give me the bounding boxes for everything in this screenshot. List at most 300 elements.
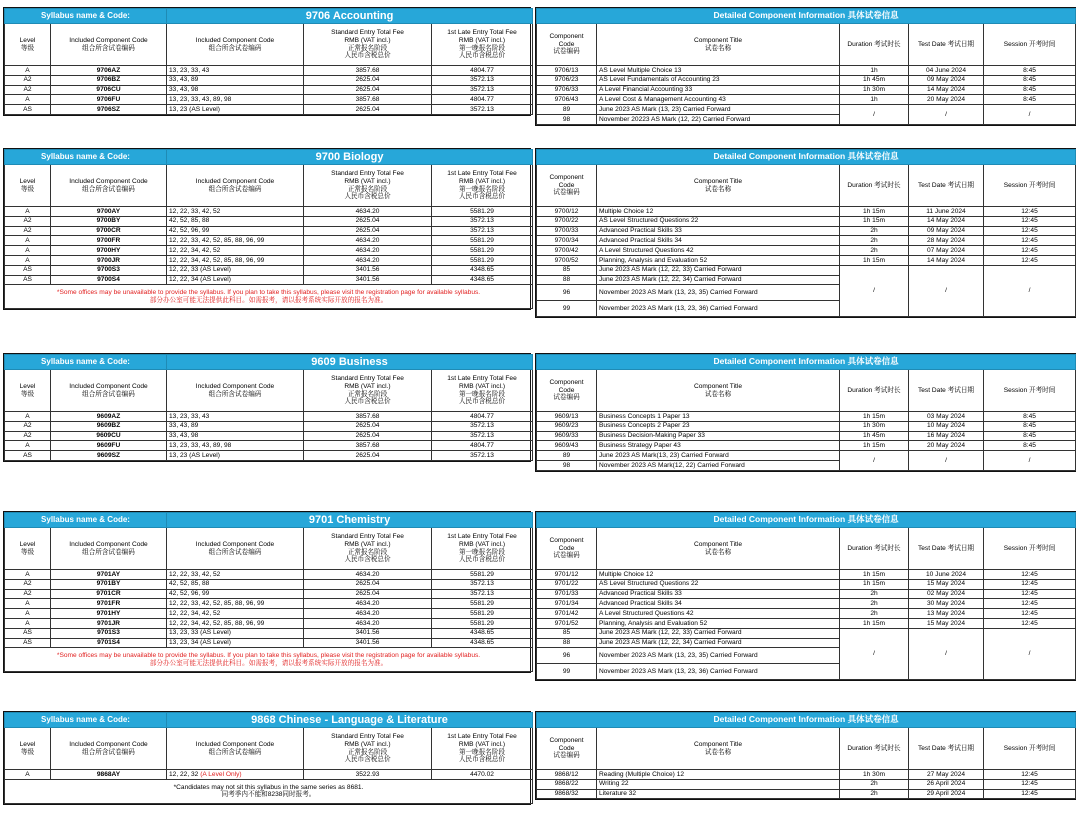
syllabus-code-cell: 9700CR xyxy=(51,226,167,236)
duration-cell: 1h 15m xyxy=(840,255,909,265)
late-fee-cell: 4348.65 xyxy=(432,265,533,275)
standard-fee-header: Standard Entry Total Fee RMB (VAT incl.) 正常报名阶段 人民币含税总价 xyxy=(304,728,432,770)
included-code-cell: 12, 22, 33, 42, 52, 85, 88, 96, 99 xyxy=(167,599,304,609)
component-table xyxy=(535,353,1076,472)
table-row xyxy=(537,216,1076,226)
late-fee-cell: 4804.77 xyxy=(432,441,533,451)
session-header: Session 开考时间 xyxy=(984,370,1076,412)
table-row xyxy=(537,431,1076,441)
level-cell: A2 xyxy=(5,589,51,599)
standard-fee-cell: 3857.68 xyxy=(304,412,432,422)
level-cell: A xyxy=(5,255,51,265)
duration-cell: 1h 30m xyxy=(840,85,909,95)
carried-code-cell: 96 xyxy=(537,285,597,301)
component-title-header: Component Title 试卷名称 xyxy=(597,728,840,770)
table-row xyxy=(537,105,1076,115)
included-code-header: Included Component Code 组合所含试卷编码 xyxy=(51,728,167,770)
table-row xyxy=(537,255,1076,265)
duration-cell: 2h xyxy=(840,609,909,619)
session-cell: 12:45 xyxy=(984,226,1076,236)
component-title-cell: Reading (Multiple Choice) 12 xyxy=(597,770,840,780)
included-code-cell: 13, 23 (AS Level) xyxy=(167,105,304,115)
standard-fee-cell: 3401.56 xyxy=(304,628,432,638)
session-cell: 12:45 xyxy=(984,246,1076,256)
test-date-cell: 09 May 2024 xyxy=(909,75,984,85)
level-cell: AS xyxy=(5,628,51,638)
duration-cell: 2h xyxy=(840,599,909,609)
table-row xyxy=(5,246,533,256)
table-row xyxy=(537,95,1076,105)
late-fee-cell: 5581.29 xyxy=(432,599,533,609)
session-cell: 12:45 xyxy=(984,255,1076,265)
included-code-cell: 33, 43, 98 xyxy=(167,85,304,95)
carried-code-cell: 85 xyxy=(537,265,597,275)
level-header: Level 等级 xyxy=(5,728,51,770)
component-code-cell: 9700/42 xyxy=(537,246,597,256)
syllabus-table xyxy=(3,511,531,673)
test-date-cell: 10 June 2024 xyxy=(909,570,984,580)
late-fee-cell: 3572.13 xyxy=(432,451,533,461)
table-row xyxy=(5,265,533,275)
standard-fee-header: Standard Entry Total Fee RMB (VAT incl.) 正常报名阶段 人民币含税总价 xyxy=(304,370,432,412)
included-code-cell: 12, 22, 34, 42, 52, 85, 88, 96, 99 xyxy=(167,618,304,628)
standard-fee-cell: 4634.20 xyxy=(304,255,432,265)
standard-fee-cell: 2625.04 xyxy=(304,226,432,236)
included-code-header: Included Component Code 组合所含试卷编码 xyxy=(51,370,167,412)
duration-dash: / xyxy=(840,451,909,471)
standard-fee-cell: 3857.68 xyxy=(304,95,432,105)
late-fee-header: 1st Late Entry Total Fee RMB (VAT incl.) 第一晚报名阶段 人民币含税总价 xyxy=(432,528,533,570)
carried-title-cell: June 2023 AS Mark (12, 22, 33) Carried Forward xyxy=(597,265,840,275)
table-row xyxy=(5,236,533,246)
late-fee-cell: 3572.13 xyxy=(432,421,533,431)
syllabus-table xyxy=(3,353,531,462)
component-title-cell: Literature 32 xyxy=(597,789,840,799)
included-code-header: Included Component Code 组合所含试卷编码 xyxy=(51,165,167,207)
syllabus-title: 9706 Accounting xyxy=(167,9,533,24)
table-row xyxy=(537,226,1076,236)
component-info-title: Detailed Component Information 具体试卷信息 xyxy=(537,513,1076,528)
included-code-cell: 42, 52, 85, 88 xyxy=(167,579,304,589)
component-title-cell: Multiple Choice 12 xyxy=(597,207,840,217)
component-title-cell: Advanced Practical Skills 33 xyxy=(597,589,840,599)
table-row xyxy=(537,236,1076,246)
carried-code-cell: 88 xyxy=(537,638,597,648)
included-code-cell: 42, 52, 96, 99 xyxy=(167,589,304,599)
component-code-cell: 9706/23 xyxy=(537,75,597,85)
duration-cell: 2h xyxy=(840,789,909,799)
table-row xyxy=(537,412,1076,422)
level-cell: AS xyxy=(5,451,51,461)
table-row xyxy=(537,589,1076,599)
component-title-header: Component Title 试卷名称 xyxy=(597,528,840,570)
level-cell: A xyxy=(5,412,51,422)
test-date-cell: 14 May 2024 xyxy=(909,216,984,226)
component-table xyxy=(535,711,1076,800)
table-row xyxy=(537,570,1076,580)
component-code-cell: 9868/12 xyxy=(537,770,597,780)
carried-code-cell: 88 xyxy=(537,275,597,285)
level-cell: A2 xyxy=(5,226,51,236)
syllabus-code-cell: 9700BY xyxy=(51,216,167,226)
table-row xyxy=(537,85,1076,95)
syllabus-name-label: Syllabus name & Code: xyxy=(5,355,167,370)
standard-fee-cell: 4634.20 xyxy=(304,246,432,256)
test-date-cell: 16 May 2024 xyxy=(909,431,984,441)
late-fee-cell: 5581.29 xyxy=(432,207,533,217)
component-title-cell: Advanced Practical Skills 33 xyxy=(597,226,840,236)
standard-fee-cell: 2625.04 xyxy=(304,579,432,589)
session-cell: 12:45 xyxy=(984,579,1076,589)
syllabus-code-cell: 9700S4 xyxy=(51,275,167,285)
included-code-cell: 12, 22, 33, 42, 52 xyxy=(167,207,304,217)
table-row xyxy=(537,265,1076,275)
table-row xyxy=(537,451,1076,461)
level-cell: AS xyxy=(5,275,51,285)
duration-cell: 1h 15m xyxy=(840,441,909,451)
syllabus-name-label: Syllabus name & Code: xyxy=(5,150,167,165)
duration-cell: 2h xyxy=(840,589,909,599)
table-row xyxy=(5,226,533,236)
session-cell: 12:45 xyxy=(984,207,1076,217)
duration-cell: 1h xyxy=(840,95,909,105)
syllabus-title: 9868 Chinese - Language & Literature xyxy=(167,713,533,728)
late-fee-cell: 5581.29 xyxy=(432,236,533,246)
syllabus-code-cell: 9701S4 xyxy=(51,638,167,648)
component-code-cell: 9609/43 xyxy=(537,441,597,451)
component-title-header: Component Title 试卷名称 xyxy=(597,370,840,412)
component-title-cell: AS Level Fundamentals of Accounting 23 xyxy=(597,75,840,85)
carried-code-cell: 98 xyxy=(537,460,597,470)
included-code-cell: 42, 52, 85, 88 xyxy=(167,216,304,226)
late-fee-cell: 3572.13 xyxy=(432,75,533,85)
session-dash: / xyxy=(984,628,1076,680)
component-code-cell: 9609/23 xyxy=(537,421,597,431)
syllabus-code-cell: 9609AZ xyxy=(51,412,167,422)
level-cell: A xyxy=(5,441,51,451)
table-row xyxy=(537,579,1076,589)
test-date-cell: 11 June 2024 xyxy=(909,207,984,217)
level-cell: A2 xyxy=(5,75,51,85)
syllabus-code-cell: 9701FR xyxy=(51,599,167,609)
syllabus-name-label: Syllabus name & Code: xyxy=(5,9,167,24)
component-code-cell: 9701/52 xyxy=(537,618,597,628)
component-title-cell: Business Concepts 1 Paper 13 xyxy=(597,412,840,422)
component-title-cell: Writing 22 xyxy=(597,779,840,789)
table-row xyxy=(5,570,533,580)
carried-title-cell: June 2023 AS Mark(13, 23) Carried Forward xyxy=(597,451,840,461)
late-fee-cell: 3572.13 xyxy=(432,589,533,599)
late-fee-header: 1st Late Entry Total Fee RMB (VAT incl.) 第一晚报名阶段 人民币含税总价 xyxy=(432,370,533,412)
table-row xyxy=(537,609,1076,619)
included-code-cell: 13, 23, 33 (AS Level) xyxy=(167,628,304,638)
test-date-header: Test Date 考试日期 xyxy=(909,728,984,770)
test-date-cell: 15 May 2024 xyxy=(909,618,984,628)
syllabus-code-cell: 9701S3 xyxy=(51,628,167,638)
level-cell: A xyxy=(5,618,51,628)
carried-code-cell: 89 xyxy=(537,105,597,115)
component-title-cell: AS Level Multiple Choice 13 xyxy=(597,66,840,76)
session-cell: 12:45 xyxy=(984,779,1076,789)
level-cell: AS xyxy=(5,105,51,115)
syllabus-code-cell: 9700AY xyxy=(51,207,167,217)
session-cell: 12:45 xyxy=(984,570,1076,580)
session-cell: 8:45 xyxy=(984,431,1076,441)
component-info-title: Detailed Component Information 具体试卷信息 xyxy=(537,713,1076,728)
component-code-cell: 9868/22 xyxy=(537,779,597,789)
included-code-cell: 12, 22, 33, 42, 52 xyxy=(167,570,304,580)
duration-cell: 1h 30m xyxy=(840,421,909,431)
table-row xyxy=(537,789,1076,799)
standard-fee-cell: 2625.04 xyxy=(304,105,432,115)
duration-cell: 1h 15m xyxy=(840,216,909,226)
duration-cell: 2h xyxy=(840,246,909,256)
session-cell: 12:45 xyxy=(984,770,1076,780)
late-fee-cell: 5581.29 xyxy=(432,255,533,265)
duration-dash: / xyxy=(840,628,909,680)
included-code-header-2: Included Component Code 组合所含试卷编码 xyxy=(167,165,304,207)
level-cell: A2 xyxy=(5,85,51,95)
table-row xyxy=(5,628,533,638)
included-code-cell: 33, 43, 89 xyxy=(167,75,304,85)
table-row xyxy=(5,579,533,589)
component-code-cell: 9701/22 xyxy=(537,579,597,589)
syllabus-code-cell: 9706AZ xyxy=(51,66,167,76)
included-code-cell: 13, 23, 33, 43, 89, 98 xyxy=(167,441,304,451)
component-title-cell: Advanced Practical Skills 34 xyxy=(597,236,840,246)
test-date-cell: 20 May 2024 xyxy=(909,441,984,451)
session-cell: 12:45 xyxy=(984,236,1076,246)
syllabus-title: 9700 Biology xyxy=(167,150,533,165)
table-row xyxy=(5,75,533,85)
included-code-cell: 42, 52, 96, 99 xyxy=(167,226,304,236)
session-cell: 12:45 xyxy=(984,789,1076,799)
level-header: Level 等级 xyxy=(5,528,51,570)
carried-title-cell: June 2023 AS Mark (13, 23) Carried Forward xyxy=(597,105,840,115)
component-info-title: Detailed Component Information 具体试卷信息 xyxy=(537,9,1076,24)
standard-fee-cell: 4634.20 xyxy=(304,609,432,619)
included-code-header-2: Included Component Code 组合所含试卷编码 xyxy=(167,728,304,770)
included-code-cell: 13, 23, 33, 43 xyxy=(167,412,304,422)
level-cell: A xyxy=(5,246,51,256)
session-header: Session 开考时间 xyxy=(984,165,1076,207)
test-date-cell: 10 May 2024 xyxy=(909,421,984,431)
syllabus-note: *Some offices may be unavailable to provide the syllabus. If you plan to take this syllabus, please visit the registration page for available syllabus. 部分办公室可能无法提供此科目。如需报考，请以报考系统实际开放的报名为准。 xyxy=(5,285,533,309)
test-date-header: Test Date 考试日期 xyxy=(909,165,984,207)
component-code-header: Component Code 试卷编码 xyxy=(537,728,597,770)
component-title-cell: Advanced Practical Skills 34 xyxy=(597,599,840,609)
late-fee-cell: 5581.29 xyxy=(432,570,533,580)
late-fee-cell: 5581.29 xyxy=(432,246,533,256)
session-cell: 8:45 xyxy=(984,95,1076,105)
level-cell: A xyxy=(5,770,51,780)
table-row xyxy=(5,431,533,441)
test-date-header: Test Date 考试日期 xyxy=(909,370,984,412)
late-fee-cell: 4804.77 xyxy=(432,412,533,422)
syllabus-code-cell: 9609SZ xyxy=(51,451,167,461)
component-code-cell: 9701/34 xyxy=(537,599,597,609)
table-row xyxy=(5,216,533,226)
late-fee-cell: 4348.65 xyxy=(432,275,533,285)
level-cell: A xyxy=(5,66,51,76)
test-date-cell: 13 May 2024 xyxy=(909,609,984,619)
duration-cell: 1h 30m xyxy=(840,770,909,780)
component-title-cell: Planning, Analysis and Evaluation 52 xyxy=(597,618,840,628)
included-code-cell: 12, 22, 34 (AS Level) xyxy=(167,275,304,285)
syllabus-code-cell: 9706CU xyxy=(51,85,167,95)
syllabus-code-cell: 9706FU xyxy=(51,95,167,105)
standard-fee-cell: 4634.20 xyxy=(304,207,432,217)
carried-title-cell: November 2023 AS Mark (13, 23, 36) Carried Forward xyxy=(597,664,840,680)
included-code-cell: 12, 22, 32 (A Level Only) xyxy=(167,770,304,780)
table-row xyxy=(5,618,533,628)
duration-header: Duration 考试时长 xyxy=(840,165,909,207)
component-info-title: Detailed Component Information 具体试卷信息 xyxy=(537,150,1076,165)
standard-fee-cell: 3857.68 xyxy=(304,441,432,451)
duration-cell: 1h xyxy=(840,66,909,76)
component-title-cell: A Level Structured Questions 42 xyxy=(597,609,840,619)
table-row xyxy=(537,246,1076,256)
component-code-cell: 9609/13 xyxy=(537,412,597,422)
syllabus-name-label: Syllabus name & Code: xyxy=(5,513,167,528)
session-cell: 12:45 xyxy=(984,599,1076,609)
table-row xyxy=(5,441,533,451)
carried-title-cell: June 2023 AS Mark (12, 22, 34) Carried Forward xyxy=(597,638,840,648)
duration-header: Duration 考试时长 xyxy=(840,528,909,570)
component-code-cell: 9706/13 xyxy=(537,66,597,76)
component-title-cell: Business Concepts 2 Paper 23 xyxy=(597,421,840,431)
duration-dash: / xyxy=(840,265,909,317)
table-row xyxy=(537,75,1076,85)
duration-header: Duration 考试时长 xyxy=(840,370,909,412)
included-code-cell: 13, 23, 33, 43 xyxy=(167,66,304,76)
standard-fee-header: Standard Entry Total Fee RMB (VAT incl.) 正常报名阶段 人民币含税总价 xyxy=(304,528,432,570)
syllabus-table xyxy=(3,711,531,805)
syllabus-title: 9609 Business xyxy=(167,355,533,370)
test-date-dash: / xyxy=(909,451,984,471)
session-cell: 8:45 xyxy=(984,66,1076,76)
component-code-cell: 9701/33 xyxy=(537,589,597,599)
duration-cell: 1h 15m xyxy=(840,412,909,422)
test-date-dash: / xyxy=(909,105,984,125)
carried-code-cell: 99 xyxy=(537,301,597,317)
included-code-header-2: Included Component Code 组合所含试卷编码 xyxy=(167,24,304,66)
component-code-header: Component Code 试卷编码 xyxy=(537,370,597,412)
component-code-header: Component Code 试卷编码 xyxy=(537,528,597,570)
level-cell: A xyxy=(5,570,51,580)
table-row xyxy=(537,770,1076,780)
table-row xyxy=(5,599,533,609)
late-fee-cell: 4470.02 xyxy=(432,770,533,780)
standard-fee-header: Standard Entry Total Fee RMB (VAT incl.) 正常报名阶段 人民币含税总价 xyxy=(304,24,432,66)
component-info-title: Detailed Component Information 具体试卷信息 xyxy=(537,355,1076,370)
syllabus-code-cell: 9609BZ xyxy=(51,421,167,431)
carried-code-cell: 98 xyxy=(537,114,597,124)
table-row xyxy=(5,95,533,105)
standard-fee-cell: 4634.20 xyxy=(304,570,432,580)
included-code-header-2: Included Component Code 组合所含试卷编码 xyxy=(167,370,304,412)
test-date-cell: 30 May 2024 xyxy=(909,599,984,609)
test-date-cell: 15 May 2024 xyxy=(909,579,984,589)
syllabus-code-cell: 9700JR xyxy=(51,255,167,265)
table-row xyxy=(5,770,533,780)
syllabus-code-cell: 9701JR xyxy=(51,618,167,628)
late-fee-header: 1st Late Entry Total Fee RMB (VAT incl.) 第一晚报名阶段 人民币含税总价 xyxy=(432,728,533,770)
late-fee-cell: 3572.13 xyxy=(432,579,533,589)
carried-title-cell: November 2023 AS Mark (13, 23, 35) Carried Forward xyxy=(597,285,840,301)
level-header: Level 等级 xyxy=(5,24,51,66)
late-fee-cell: 3572.13 xyxy=(432,226,533,236)
syllabus-code-cell: 9700S3 xyxy=(51,265,167,275)
carried-code-cell: 99 xyxy=(537,664,597,680)
component-code-header: Component Code 试卷编码 xyxy=(537,24,597,66)
carried-code-cell: 85 xyxy=(537,628,597,638)
carried-code-cell: 96 xyxy=(537,648,597,664)
table-row xyxy=(5,609,533,619)
component-title-cell: AS Level Structured Questions 22 xyxy=(597,216,840,226)
standard-fee-cell: 2625.04 xyxy=(304,216,432,226)
component-code-cell: 9701/42 xyxy=(537,609,597,619)
session-header: Session 开考时间 xyxy=(984,528,1076,570)
late-fee-cell: 4348.65 xyxy=(432,628,533,638)
syllabus-code-cell: 9609FU xyxy=(51,441,167,451)
test-date-dash: / xyxy=(909,265,984,317)
standard-fee-cell: 2625.04 xyxy=(304,589,432,599)
carried-title-cell: November 2023 AS Mark(12, 22) Carried Forward xyxy=(597,460,840,470)
standard-fee-cell: 3401.56 xyxy=(304,638,432,648)
late-fee-cell: 3572.13 xyxy=(432,216,533,226)
standard-fee-cell: 2625.04 xyxy=(304,421,432,431)
session-cell: 12:45 xyxy=(984,216,1076,226)
syllabus-code-cell: 9706SZ xyxy=(51,105,167,115)
test-date-cell: 29 April 2024 xyxy=(909,789,984,799)
late-fee-cell: 4804.77 xyxy=(432,95,533,105)
component-code-cell: 9700/33 xyxy=(537,226,597,236)
level-cell: A xyxy=(5,609,51,619)
component-code-cell: 9700/34 xyxy=(537,236,597,246)
table-row xyxy=(537,618,1076,628)
component-table xyxy=(535,511,1076,681)
component-title-cell: AS Level Structured Questions 22 xyxy=(597,579,840,589)
late-fee-cell: 4348.65 xyxy=(432,638,533,648)
test-date-cell: 20 May 2024 xyxy=(909,95,984,105)
session-cell: 8:45 xyxy=(984,441,1076,451)
level-cell: A2 xyxy=(5,579,51,589)
level-cell: A xyxy=(5,599,51,609)
level-cell: A xyxy=(5,207,51,217)
included-code-cell: 33, 43, 98 xyxy=(167,431,304,441)
component-code-header: Component Code 试卷编码 xyxy=(537,165,597,207)
level-header: Level 等级 xyxy=(5,165,51,207)
syllabus-code-cell: 9706BZ xyxy=(51,75,167,85)
table-row xyxy=(537,421,1076,431)
syllabus-code-cell: 9609CU xyxy=(51,431,167,441)
standard-fee-cell: 2625.04 xyxy=(304,451,432,461)
syllabus-code-cell: 9700FR xyxy=(51,236,167,246)
component-title-cell: A Level Financial Accounting 33 xyxy=(597,85,840,95)
test-date-header: Test Date 考试日期 xyxy=(909,24,984,66)
test-date-cell: 14 May 2024 xyxy=(909,255,984,265)
level-cell: A2 xyxy=(5,431,51,441)
test-date-cell: 27 May 2024 xyxy=(909,770,984,780)
syllabus-code-cell: 9701AY xyxy=(51,570,167,580)
table-row xyxy=(5,105,533,115)
session-dash: / xyxy=(984,105,1076,125)
component-title-cell: A Level Cost & Management Accounting 43 xyxy=(597,95,840,105)
included-code-header: Included Component Code 组合所含试卷编码 xyxy=(51,24,167,66)
syllabus-note: *Some offices may be unavailable to provide the syllabus. If you plan to take this syllabus, please visit the registration page for available syllabus. 部分办公室可能无法提供此科目。如需报考，请以报考系统实际开放的报名为准。 xyxy=(5,648,533,672)
component-title-cell: Business Strategy Paper 43 xyxy=(597,441,840,451)
